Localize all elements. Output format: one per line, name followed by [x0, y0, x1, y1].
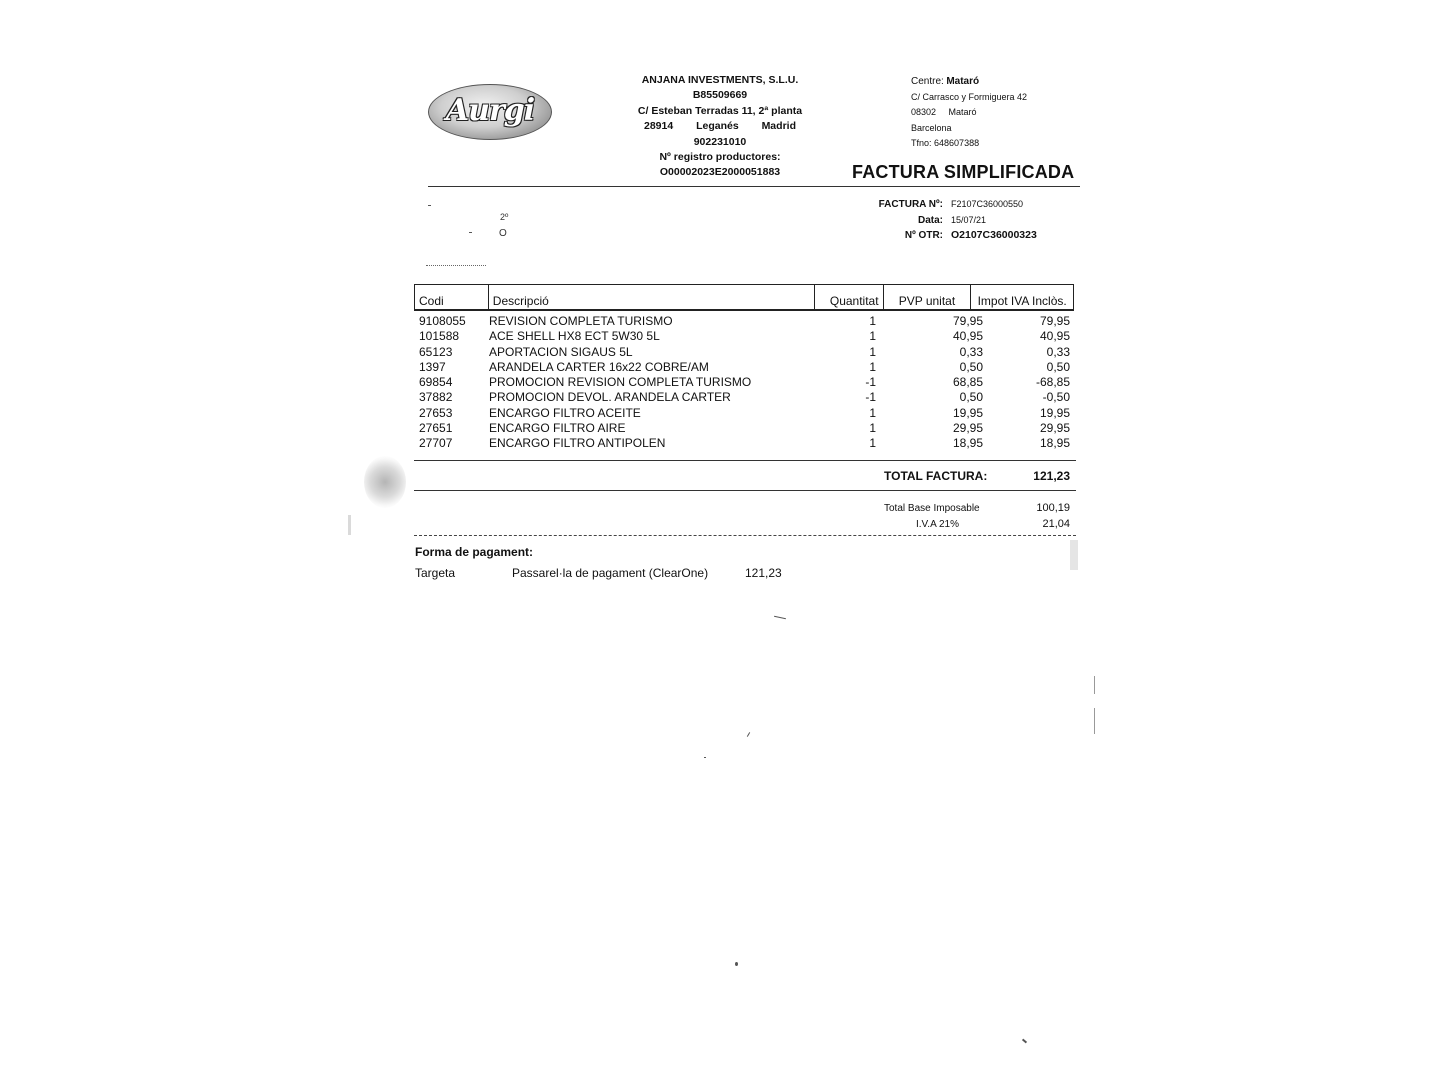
company-phone: 902231010	[693, 135, 747, 148]
payment-amount: 121,23	[745, 566, 782, 580]
payment-method: Targeta	[415, 566, 456, 580]
otr-label: Nº OTR:	[904, 230, 943, 241]
tax-divider	[414, 535, 1076, 536]
invoice-date: 15/07/21	[951, 214, 987, 225]
row-description: PROMOCION REVISION COMPLETA TURISMO	[489, 375, 752, 390]
payment-title: Forma de pagament:	[415, 545, 534, 559]
row-description: REVISION COMPLETA TURISMO	[489, 314, 673, 328]
company-logo	[428, 84, 552, 140]
header-code: Codi	[415, 285, 489, 309]
tax-breakdown	[884, 501, 1070, 532]
row-quantity: 1	[869, 344, 876, 359]
row-amount: 19,95	[1039, 405, 1070, 420]
scan-speck	[774, 616, 786, 619]
total-divider	[414, 490, 1076, 491]
invoice-total	[884, 469, 1070, 483]
total-label: TOTAL FACTURA:	[884, 469, 988, 483]
row-amount: -68,85	[1035, 375, 1070, 390]
customer-floor: 2º	[500, 212, 509, 222]
scan-speck	[735, 962, 738, 966]
centre-label: Centre:	[911, 76, 944, 87]
base-value: 100,19	[1036, 502, 1070, 514]
row-amount: -0,50	[1042, 390, 1070, 405]
row-amount: 18,95	[1039, 436, 1070, 451]
otr-number: O2107C36000323	[951, 229, 1037, 241]
total-value: 121,23	[1033, 469, 1070, 483]
scan-speck	[1094, 708, 1095, 734]
row-amount: 29,95	[1039, 421, 1070, 436]
base-label: Total Base Imposable	[884, 503, 980, 514]
table-row	[414, 390, 1074, 405]
row-amount: 0,50	[1046, 359, 1070, 374]
row-code: 37882	[419, 390, 453, 405]
company-city: Leganés	[696, 120, 739, 133]
row-unit-price: 40,95	[952, 329, 983, 344]
header-divider	[428, 186, 1080, 187]
items-table-body	[414, 314, 1074, 452]
company-street: C/ Esteban Terradas 11, 2ª planta	[637, 104, 803, 117]
scan-speck	[428, 205, 431, 206]
invoice-date-label: Data:	[917, 214, 943, 226]
company-info	[600, 73, 840, 181]
row-code: 27651	[419, 421, 453, 436]
vat-label: I.V.A 21%	[916, 518, 959, 530]
centre-name: Mataró	[946, 76, 980, 87]
invoice-meta	[840, 197, 1080, 244]
document-title: FACTURA SIMPLIFICADA	[852, 162, 1075, 182]
row-description: APORTACION SIGAUS 5L	[489, 344, 633, 359]
table-row	[414, 406, 1074, 421]
table-row	[414, 436, 1074, 451]
table-row	[414, 329, 1074, 344]
centre-postal-code: 08302	[911, 107, 937, 117]
centre-phone-label: Tfno:	[911, 138, 932, 148]
items-table-header	[414, 284, 1074, 311]
row-description: ACE SHELL HX8 ECT 5W30 5L	[489, 329, 660, 344]
row-code: 27653	[419, 405, 453, 420]
scan-speck	[704, 757, 706, 758]
row-unit-price: 18,95	[952, 436, 983, 451]
table-bottom-divider	[414, 460, 1076, 461]
invoice-number: F2107C36000550	[951, 199, 1024, 209]
row-quantity: -1	[865, 375, 876, 390]
scan-speck	[747, 732, 750, 737]
logo-text: Aurgi	[445, 93, 535, 128]
row-description: PROMOCION DEVOL. ARANDELA CARTER	[489, 390, 731, 405]
table-row	[414, 360, 1074, 375]
row-quantity: 1	[869, 405, 876, 420]
row-code: 9108055	[419, 314, 466, 328]
row-quantity: 1	[869, 359, 876, 374]
row-description: ARANDELA CARTER 16x22 COBRE/AM	[489, 359, 709, 374]
company-province: Madrid	[761, 120, 796, 133]
header-amount: Impot IVA Inclòs.	[977, 294, 1067, 308]
row-description: ENCARGO FILTRO ACEITE	[489, 405, 641, 420]
row-quantity: -1	[865, 390, 876, 405]
scan-smudge	[364, 456, 406, 508]
scan-speck	[1022, 1039, 1027, 1044]
row-unit-price: 0,33	[959, 344, 983, 359]
row-unit-price: 0,50	[959, 390, 983, 405]
row-amount: 40,95	[1039, 329, 1070, 344]
row-quantity: 1	[869, 436, 876, 451]
table-row	[414, 421, 1074, 436]
scan-speck	[1094, 676, 1095, 694]
row-unit-price: 29,95	[952, 421, 983, 436]
scan-speck	[1070, 540, 1078, 570]
header-quantity: Quantitat	[815, 285, 884, 309]
row-code: 1397	[419, 359, 446, 374]
centre-phone: 648607388	[934, 138, 980, 148]
scan-speck	[348, 515, 351, 535]
centre-info	[911, 74, 1091, 152]
row-amount: 0,33	[1046, 344, 1070, 359]
company-registry-number: O00002023E2000051883	[659, 166, 781, 179]
scan-speck	[469, 232, 472, 233]
header-description: Descripció	[489, 285, 815, 309]
centre-street: C/ Carrasco y Formiguera 42	[911, 91, 1028, 102]
row-quantity: 1	[869, 329, 876, 344]
row-code: 65123	[419, 344, 453, 359]
row-code: 27707	[419, 436, 453, 451]
centre-city: Mataró	[948, 107, 977, 117]
payment-row	[415, 566, 782, 580]
payment-gateway: Passarel·la de pagament (ClearOne)	[512, 566, 709, 580]
row-unit-price: 79,95	[952, 314, 983, 328]
company-postal-code: 28914	[644, 120, 674, 133]
customer-letter: O	[499, 228, 507, 239]
company-registry-label: Nº registro productores:	[659, 151, 781, 164]
row-description: ENCARGO FILTRO ANTIPOLEN	[489, 436, 666, 451]
invoice-number-label: FACTURA Nº:	[878, 199, 943, 210]
header-unit-price: PVP unitat	[884, 285, 972, 309]
row-amount: 79,95	[1039, 314, 1070, 328]
vat-value: 21,04	[1042, 517, 1070, 530]
table-row	[414, 375, 1074, 390]
table-row	[414, 345, 1074, 360]
row-unit-price: 68,85	[952, 375, 983, 390]
row-quantity: 1	[869, 314, 876, 328]
row-code: 69854	[419, 375, 453, 390]
company-name: ANJANA INVESTMENTS, S.L.U.	[641, 74, 799, 86]
row-description: ENCARGO FILTRO AIRE	[489, 421, 626, 436]
scan-speck	[426, 265, 486, 266]
centre-province: Barcelona	[911, 122, 952, 133]
row-unit-price: 19,95	[952, 405, 983, 420]
row-unit-price: 0,50	[959, 359, 983, 374]
row-code: 101588	[419, 329, 460, 344]
company-city-line	[600, 119, 840, 134]
company-tax-id: B85509669	[692, 89, 748, 102]
row-quantity: 1	[869, 421, 876, 436]
table-row	[414, 314, 1074, 329]
